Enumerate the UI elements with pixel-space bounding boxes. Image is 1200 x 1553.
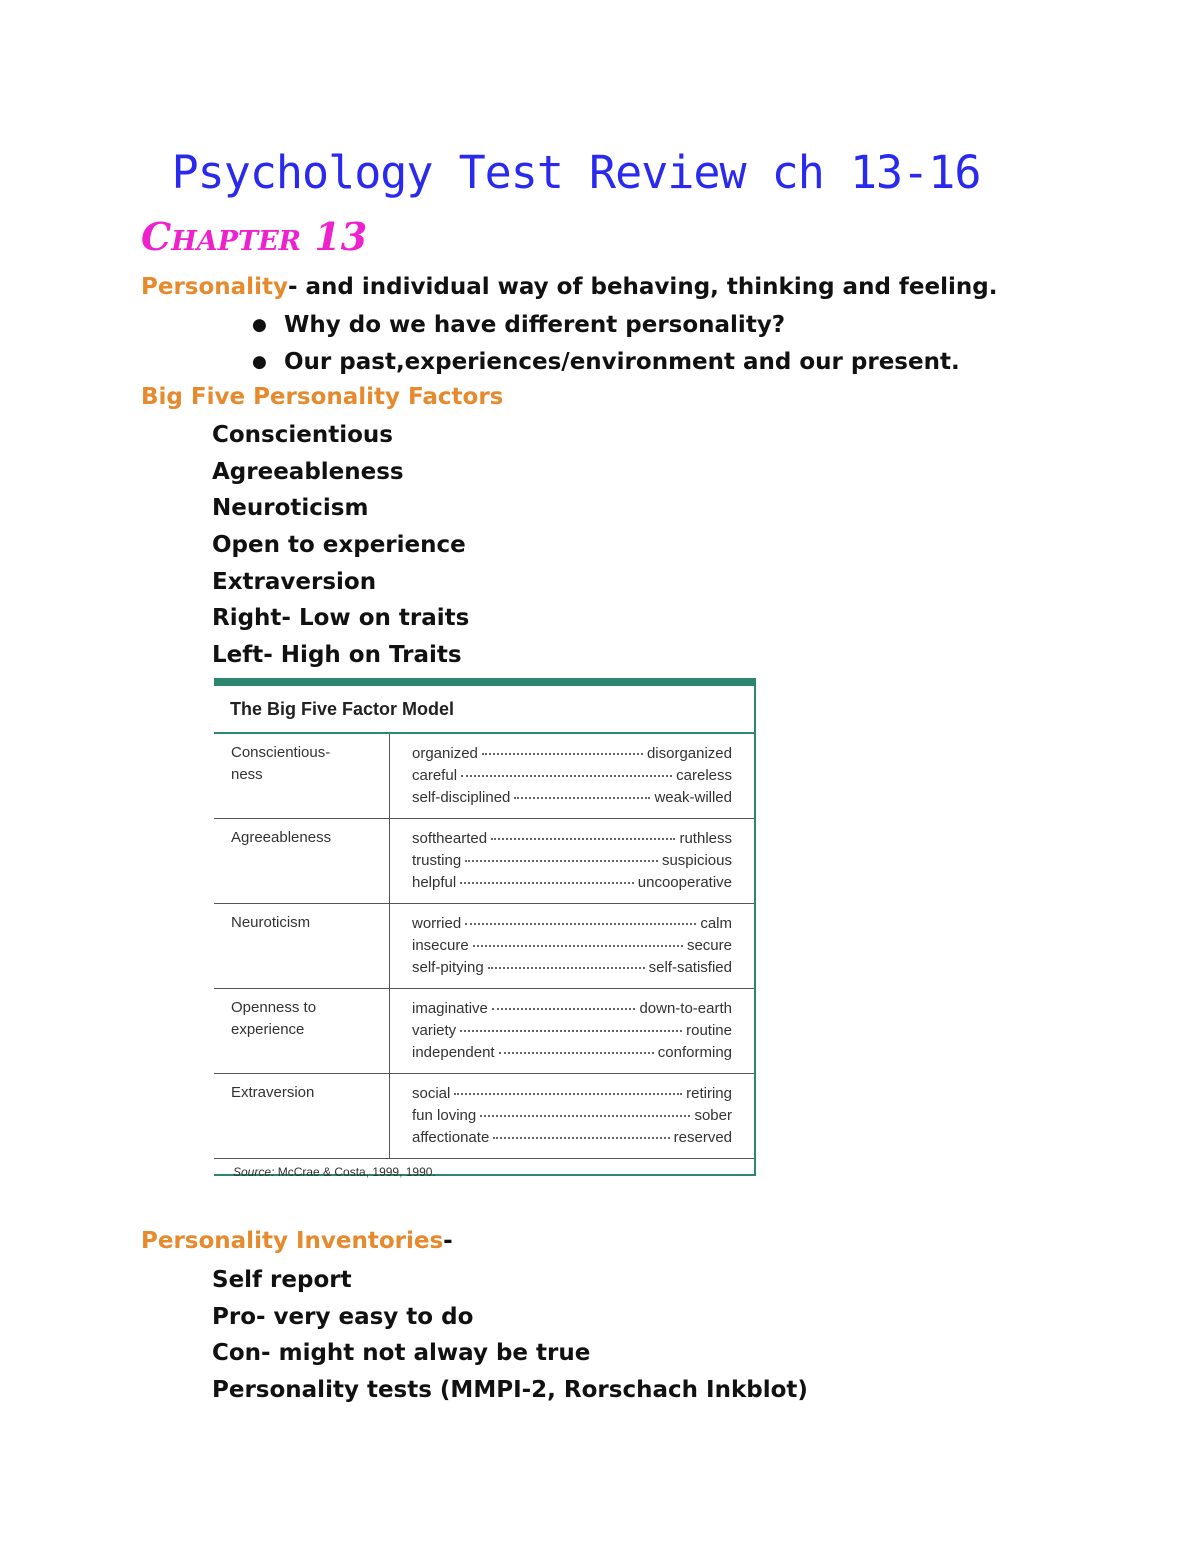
trait-high: routine: [686, 1021, 732, 1039]
trait-high: self-satisfied: [648, 958, 732, 976]
dotted-leader: [493, 1137, 669, 1139]
trait-low: self-disciplined: [412, 788, 511, 806]
factor-name: Agreeableness: [231, 829, 332, 846]
list-item: Personality tests (MMPI-2, Rorschach Inkblot): [212, 1377, 808, 1404]
trait-pair: [412, 956, 732, 978]
trait-pair: [412, 764, 732, 786]
source-label: Source:: [233, 1165, 275, 1179]
trait-high: down-to-earth: [639, 999, 732, 1017]
dotted-leader: [491, 838, 675, 840]
column-divider: [389, 989, 390, 1073]
list-item: Self report: [212, 1267, 352, 1293]
factor-name: Conscientious- ness: [231, 744, 331, 783]
dotted-leader: [480, 1115, 690, 1117]
trait-high: reserved: [673, 1128, 732, 1146]
dotted-leader: [499, 1052, 654, 1054]
trait-low: insecure: [412, 936, 469, 954]
trait-pair: [412, 912, 732, 934]
big-five-list: [212, 420, 469, 677]
trait-high: uncooperative: [637, 873, 732, 891]
trait-pair: [412, 1041, 732, 1063]
trait-pair: [412, 1104, 732, 1126]
trait-high: ruthless: [679, 829, 732, 847]
trait-high: calm: [700, 914, 732, 932]
dotted-leader: [454, 1093, 682, 1095]
list-item: Extraversion: [212, 568, 377, 595]
list-item: Pro- very easy to do: [212, 1303, 474, 1330]
table-row: [214, 989, 754, 1074]
dotted-leader: [488, 967, 645, 969]
personality-bullets: [252, 310, 960, 384]
personality-definition: [141, 274, 997, 300]
list-item: ● Our past,experiences/environment and our present.: [252, 347, 960, 384]
trait-pairs: [412, 1082, 732, 1148]
trait-pairs: [412, 997, 732, 1063]
column-divider: [389, 819, 390, 903]
trait-high: disorganized: [646, 744, 732, 762]
dotted-leader: [460, 1030, 682, 1032]
table-body: [214, 734, 754, 1159]
dotted-leader: [465, 860, 658, 862]
trait-high: secure: [686, 936, 732, 954]
trait-pairs: [412, 827, 732, 893]
table-title: The Big Five Factor Model: [214, 686, 754, 734]
inventories-suffix: -: [443, 1228, 453, 1254]
factor-name: Neuroticism: [231, 914, 311, 931]
table-row: [214, 904, 754, 989]
trait-low: careful: [412, 766, 458, 784]
trait-low: independent: [412, 1043, 495, 1061]
trait-low: fun loving: [412, 1106, 477, 1124]
trait-high: retiring: [686, 1084, 732, 1102]
trait-pair: [412, 827, 732, 849]
trait-high: weak-willed: [654, 788, 732, 806]
factor-name: Openness to experience: [231, 999, 317, 1038]
trait-pairs: [412, 912, 732, 978]
factor-name: Extraversion: [231, 1084, 315, 1101]
trait-low: social: [412, 1084, 451, 1102]
page-title: Psychology Test Review ch 13-16: [171, 146, 981, 199]
trait-pair: [412, 1019, 732, 1041]
trait-low: trusting: [412, 851, 462, 869]
trait-low: affectionate: [412, 1128, 490, 1146]
trait-pair: [412, 849, 732, 871]
column-divider: [389, 734, 390, 818]
source-text: McCrae & Costa, 1999, 1990.: [277, 1165, 436, 1179]
trait-low: softhearted: [412, 829, 488, 847]
list-item: Neuroticism: [212, 495, 369, 522]
dotted-leader: [473, 945, 683, 947]
personality-definition-text: - and individual way of behaving, thinking and feeling.: [287, 274, 998, 300]
dotted-leader: [461, 775, 672, 777]
list-item: Right- Low on traits: [212, 605, 470, 632]
trait-low: helpful: [412, 873, 457, 891]
dotted-leader: [492, 1008, 636, 1010]
trait-high: conforming: [657, 1043, 732, 1061]
column-divider: [389, 904, 390, 988]
table-row: [214, 734, 754, 819]
dotted-leader: [465, 923, 696, 925]
list-item: ● Why do we have different personality?: [252, 310, 960, 347]
trait-high: suspicious: [661, 851, 732, 869]
list-item: Open to experience: [212, 532, 466, 559]
inventories-term: Personality Inventories: [141, 1228, 444, 1254]
trait-low: imaginative: [412, 999, 488, 1017]
personality-term: Personality: [141, 274, 288, 300]
inventories-list: [212, 1265, 808, 1412]
trait-low: organized: [412, 744, 478, 762]
trait-pair: [412, 1126, 732, 1148]
dotted-leader: [482, 753, 643, 755]
table-source: [214, 1159, 754, 1185]
list-item: Conscientious: [212, 422, 393, 448]
trait-low: self-pitying: [412, 958, 484, 976]
big-five-heading: Big Five Personality Factors: [141, 384, 504, 410]
trait-pairs: [412, 742, 732, 808]
trait-high: careless: [676, 766, 732, 784]
trait-low: worried: [412, 914, 462, 932]
dotted-leader: [460, 882, 634, 884]
trait-pair: [412, 742, 732, 764]
chapter-heading: Chapter 13: [141, 214, 368, 259]
trait-pair: [412, 997, 732, 1019]
column-divider: [389, 1074, 390, 1158]
table-row: [214, 1074, 754, 1159]
inventories-heading: [141, 1228, 453, 1254]
trait-pair: [412, 871, 732, 893]
trait-low: variety: [412, 1021, 457, 1039]
dotted-leader: [514, 797, 650, 799]
trait-pair: [412, 934, 732, 956]
big-five-table: [214, 678, 756, 1179]
list-item: Agreeableness: [212, 458, 404, 485]
trait-pair: [412, 1082, 732, 1104]
list-item: Left- High on Traits: [212, 642, 462, 669]
list-item: Con- might not alway be true: [212, 1340, 591, 1367]
trait-high: sober: [694, 1106, 732, 1124]
table-row: [214, 819, 754, 904]
trait-pair: [412, 786, 732, 808]
